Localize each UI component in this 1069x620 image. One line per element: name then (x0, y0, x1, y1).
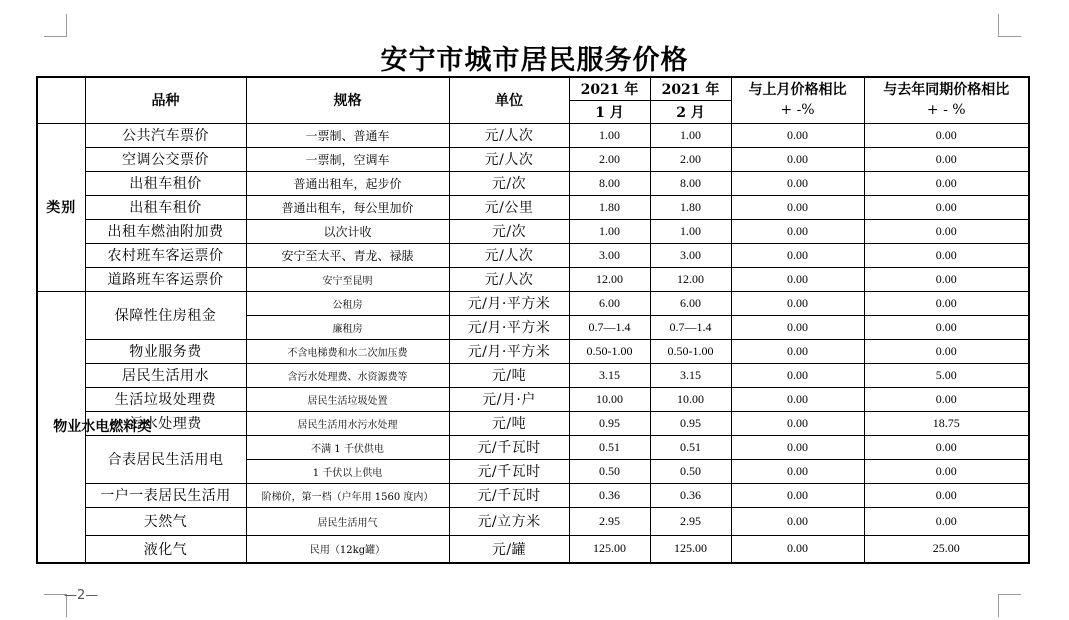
row-yoy: 0.00 (864, 315, 1029, 339)
row-name: 保障性住房租金 (85, 291, 246, 339)
row-name: 液化气 (85, 535, 246, 563)
row-mom: 0.00 (731, 411, 864, 435)
row-jan: 0.51 (569, 435, 650, 459)
row-unit: 元/次 (449, 171, 569, 195)
row-jan: 2.00 (569, 147, 650, 171)
row-mom: 0.00 (731, 339, 864, 363)
page-title: 安宁市城市居民服务价格 (380, 45, 689, 76)
category-utilities-label: 物业水电燃料类 (53, 418, 152, 435)
table-row (37, 339, 1029, 363)
row-unit: 元/吨 (449, 363, 569, 387)
page-number-value: 2 (77, 588, 86, 603)
category-transport: 类别 (37, 123, 85, 291)
row-mom: 0.00 (731, 123, 864, 147)
row-feb: 2.00 (650, 147, 731, 171)
row-jan: 12.00 (569, 267, 650, 291)
header-month-jan: 1 月 (569, 100, 650, 123)
row-name: 道路班车客运票价 (85, 267, 246, 291)
row-jan: 3.00 (569, 243, 650, 267)
row-feb: 8.00 (650, 171, 731, 195)
row-mom: 0.00 (731, 291, 864, 315)
row-name: 生活垃圾处理费 (85, 387, 246, 411)
table-row (37, 435, 1029, 459)
header-month-feb: 2 月 (650, 100, 731, 123)
row-feb: 2.95 (650, 507, 731, 535)
row-unit: 元/千瓦时 (449, 483, 569, 507)
row-yoy: 0.00 (864, 195, 1029, 219)
row-spec: 廉租房 (246, 315, 449, 339)
header-variety: 品种 (85, 77, 246, 123)
row-feb: 1.00 (650, 219, 731, 243)
row-yoy: 18.75 (864, 411, 1029, 435)
price-table (36, 76, 1030, 564)
row-mom: 0.00 (731, 195, 864, 219)
row-jan: 0.36 (569, 483, 650, 507)
row-yoy: 0.00 (864, 387, 1029, 411)
row-mom: 0.00 (731, 147, 864, 171)
table-row (37, 363, 1029, 387)
row-unit: 元/立方米 (449, 507, 569, 535)
row-spec: 含污水处理费、水资源费等 (246, 363, 449, 387)
row-unit: 元/人次 (449, 243, 569, 267)
table-row (37, 171, 1029, 195)
row-jan: 0.7—1.4 (569, 315, 650, 339)
crop-mark-bottom-right (998, 594, 1021, 617)
row-unit: 元/月·平方米 (449, 291, 569, 315)
category-utilities (37, 291, 152, 563)
row-spec: 居民生活用水污水处理 (246, 411, 449, 435)
row-name: 出租车燃油附加费 (85, 219, 246, 243)
row-name: 出租车租价 (85, 195, 246, 219)
row-spec: 民用（12kg罐） (246, 535, 449, 563)
row-mom: 0.00 (731, 387, 864, 411)
row-yoy: 0.00 (864, 219, 1029, 243)
crop-mark-top-left (44, 14, 67, 37)
header-mom-line2: + -% (780, 102, 815, 119)
row-jan: 0.50 (569, 459, 650, 483)
row-yoy: 5.00 (864, 363, 1029, 387)
table-row (37, 123, 1029, 147)
header-spec: 规格 (246, 77, 449, 123)
crop-mark-top-right (998, 14, 1021, 37)
table-row (37, 147, 1029, 171)
row-spec: 安宁至太平、青龙、禄脿 (246, 243, 449, 267)
row-mom: 0.00 (731, 219, 864, 243)
page-number: —2— (64, 588, 99, 603)
row-name: 农村班车客运票价 (85, 243, 246, 267)
table-row (37, 483, 1029, 507)
row-yoy: 0.00 (864, 483, 1029, 507)
table-row (37, 243, 1029, 267)
row-feb: 3.00 (650, 243, 731, 267)
row-unit: 元/次 (449, 219, 569, 243)
row-name: 合表居民生活用电 (85, 435, 246, 483)
row-feb: 6.00 (650, 291, 731, 315)
row-feb: 125.00 (650, 535, 731, 563)
row-mom: 0.00 (731, 363, 864, 387)
row-spec: 居民生活垃圾处置 (246, 387, 449, 411)
header-year-feb: 2021 年 (650, 77, 731, 100)
row-feb: 0.7—1.4 (650, 315, 731, 339)
row-yoy: 0.00 (864, 243, 1029, 267)
row-name: 物业服务费 (85, 339, 246, 363)
table-row (37, 507, 1029, 535)
row-feb: 0.95 (650, 411, 731, 435)
row-mom: 0.00 (731, 535, 864, 563)
row-spec: 阶梯价，第一档（户年用 1560 度内） (246, 483, 449, 507)
row-jan: 0.95 (569, 411, 650, 435)
row-name: 居民生活用水 (85, 363, 246, 387)
row-spec: 公租房 (246, 291, 449, 315)
header-unit: 单位 (449, 77, 569, 123)
row-spec: 普通出租车，每公里加价 (246, 195, 449, 219)
row-feb: 10.00 (650, 387, 731, 411)
table-row (37, 219, 1029, 243)
row-mom: 0.00 (731, 267, 864, 291)
row-spec: 一票制，空调车 (246, 147, 449, 171)
row-jan: 3.15 (569, 363, 650, 387)
row-jan: 1.00 (569, 123, 650, 147)
row-unit: 元/月·平方米 (449, 315, 569, 339)
header-year-jan: 2021 年 (569, 77, 650, 100)
row-jan: 0.50-1.00 (569, 339, 650, 363)
row-jan: 10.00 (569, 387, 650, 411)
row-spec: 不满 1 千伏供电 (246, 435, 449, 459)
row-yoy: 25.00 (864, 535, 1029, 563)
header-row-top (37, 77, 1029, 100)
row-mom: 0.00 (731, 459, 864, 483)
header-mom-line1: 与上月价格相比 (748, 82, 847, 99)
row-yoy: 0.00 (864, 123, 1029, 147)
row-yoy: 0.00 (864, 171, 1029, 195)
table-row (37, 291, 1029, 315)
row-unit: 元/千瓦时 (449, 435, 569, 459)
row-name: 公共汽车票价 (85, 123, 246, 147)
row-unit: 元/月·平方米 (449, 339, 569, 363)
row-name: 出租车租价 (85, 171, 246, 195)
row-feb: 0.36 (650, 483, 731, 507)
row-mom: 0.00 (731, 243, 864, 267)
row-yoy: 0.00 (864, 291, 1029, 315)
row-feb: 0.50-1.00 (650, 339, 731, 363)
row-jan: 8.00 (569, 171, 650, 195)
table-row (37, 535, 1029, 563)
row-mom: 0.00 (731, 315, 864, 339)
row-yoy: 0.00 (864, 507, 1029, 535)
header-mom (731, 77, 864, 123)
row-jan: 125.00 (569, 535, 650, 563)
row-spec: 居民生活用气 (246, 507, 449, 535)
row-feb: 0.50 (650, 459, 731, 483)
row-unit: 元/人次 (449, 123, 569, 147)
row-yoy: 0.00 (864, 267, 1029, 291)
row-name: 天然气 (85, 507, 246, 535)
row-jan: 6.00 (569, 291, 650, 315)
row-spec: 普通出租车，起步价 (246, 171, 449, 195)
row-yoy: 0.00 (864, 339, 1029, 363)
header-yoy-line1: 与去年同期价格相比 (883, 82, 1010, 99)
header-yoy (864, 77, 1029, 123)
row-unit: 元/千瓦时 (449, 459, 569, 483)
row-mom: 0.00 (731, 171, 864, 195)
row-unit: 元/人次 (449, 267, 569, 291)
row-feb: 12.00 (650, 267, 731, 291)
row-unit: 元/吨 (449, 411, 569, 435)
row-spec: 一票制、普通车 (246, 123, 449, 147)
row-unit: 元/月·户 (449, 387, 569, 411)
row-name: 污水处理费 (85, 411, 246, 435)
header-blank-cell (37, 77, 85, 123)
row-yoy: 0.00 (864, 459, 1029, 483)
row-feb: 1.00 (650, 123, 731, 147)
row-name: 空调公交票价 (85, 147, 246, 171)
table-row (37, 195, 1029, 219)
row-name: 一户一表居民生活用 (85, 483, 246, 507)
row-spec: 安宁至昆明 (246, 267, 449, 291)
row-feb: 3.15 (650, 363, 731, 387)
row-jan: 1.00 (569, 219, 650, 243)
row-jan: 1.80 (569, 195, 650, 219)
row-jan: 2.95 (569, 507, 650, 535)
row-mom: 0.00 (731, 507, 864, 535)
row-spec: 1 千伏以上供电 (246, 459, 449, 483)
row-unit: 元/罐 (449, 535, 569, 563)
table-row (37, 267, 1029, 291)
row-feb: 0.51 (650, 435, 731, 459)
table-row (37, 387, 1029, 411)
row-unit: 元/公里 (449, 195, 569, 219)
header-yoy-line2: + - % (926, 102, 966, 119)
row-yoy: 0.00 (864, 435, 1029, 459)
table-row (37, 411, 1029, 435)
row-spec: 以次计收 (246, 219, 449, 243)
row-mom: 0.00 (731, 435, 864, 459)
row-unit: 元/人次 (449, 147, 569, 171)
row-spec: 不含电梯费和水二次加压费 (246, 339, 449, 363)
row-yoy: 0.00 (864, 147, 1029, 171)
row-mom: 0.00 (731, 483, 864, 507)
row-feb: 1.80 (650, 195, 731, 219)
